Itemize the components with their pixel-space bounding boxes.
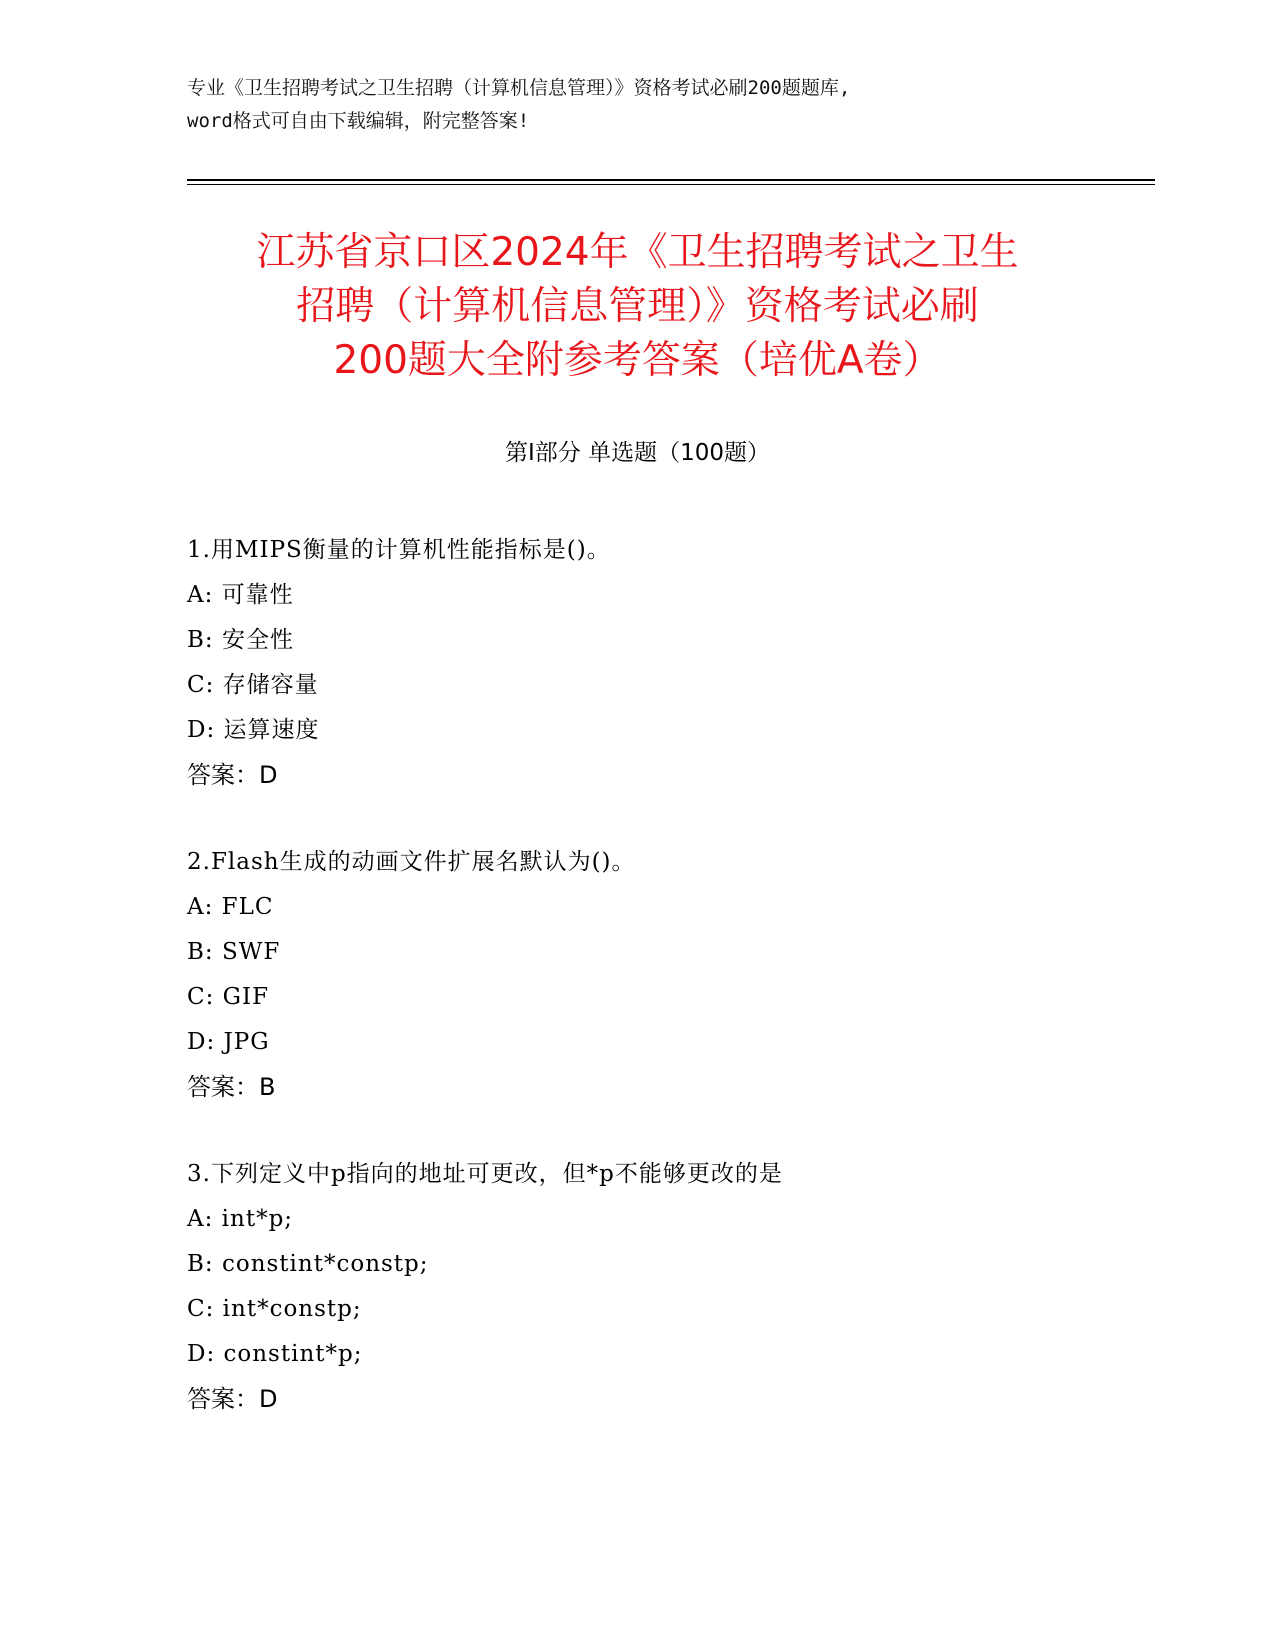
- option-d: D: JPG: [187, 1029, 270, 1055]
- question-list: [187, 528, 1147, 1464]
- section-heading: 第Ⅰ部分 单选题（100题）: [505, 440, 770, 466]
- question-stem: 3.下列定义中p指向的地址可更改，但*p不能够更改的是: [187, 1161, 783, 1187]
- question-1: [187, 528, 1147, 798]
- answer: 答案：B: [187, 1073, 276, 1101]
- option-c: C: GIF: [187, 984, 270, 1010]
- question-2: [187, 840, 1147, 1110]
- document-title-line-3: 200题大全附参考答案（培优A卷）: [333, 338, 942, 383]
- document-title-line-1: 江苏省京口区2024年《卫生招聘考试之卫生: [256, 230, 1019, 275]
- option-b: B: SWF: [187, 939, 281, 965]
- header-note: [187, 72, 1087, 138]
- option-d: D: 运算速度: [187, 717, 320, 743]
- document-title: [150, 226, 1125, 388]
- answer: 答案：D: [187, 1385, 278, 1413]
- option-b: B: 安全性: [187, 627, 294, 653]
- header-divider-thin: [187, 184, 1155, 185]
- option-c: C: int*constp;: [187, 1296, 362, 1322]
- option-a: A: FLC: [187, 894, 274, 920]
- answer: 答案：D: [187, 761, 278, 789]
- header-divider-thick: [187, 179, 1155, 181]
- header-note-line-2: word格式可自由下载编辑，附完整答案!: [187, 110, 530, 132]
- document-title-line-2: 招聘（计算机信息管理）》资格考试必刷: [296, 284, 979, 329]
- option-c: C: 存储容量: [187, 672, 319, 698]
- option-d: D: constint*p;: [187, 1341, 363, 1367]
- option-b: B: constint*constp;: [187, 1251, 429, 1277]
- question-stem: 2.Flash生成的动画文件扩展名默认为()。: [187, 849, 636, 875]
- option-a: A: int*p;: [187, 1206, 294, 1232]
- question-3: [187, 1152, 1147, 1422]
- option-a: A: 可靠性: [187, 582, 294, 608]
- question-stem: 1.用MIPS衡量的计算机性能指标是()。: [187, 537, 611, 563]
- header-note-line-1: 专业《卫生招聘考试之卫生招聘（计算机信息管理）》资格考试必刷200题题库,: [187, 77, 851, 99]
